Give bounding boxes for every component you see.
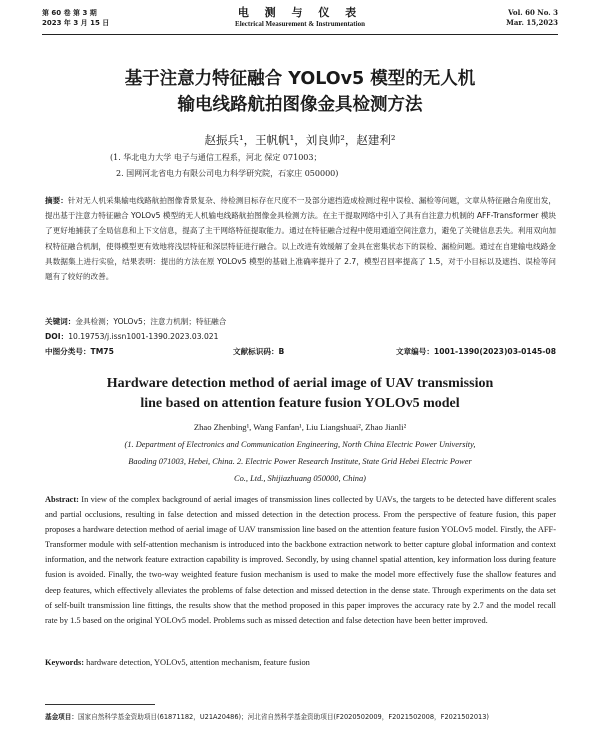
- affiliation-en-3: Co., Ltd., Shijiazhuang 050000, China): [234, 474, 366, 483]
- doi: [45, 331, 556, 342]
- keywords-cn-text: 金具检测；YOLOv5；注意力机制；特征融合: [75, 317, 227, 326]
- title-en-line-1: Hardware detection method of aerial image of UAV transmission: [106, 376, 494, 391]
- volume-en: Vol. 60 No. 3: [508, 8, 558, 17]
- authors-cn: 赵振兵¹，王帆帆¹，刘良帅²，赵建利²: [204, 133, 396, 147]
- article-number: 文章编号：1001-1390(2023)03-0145-08: [395, 347, 556, 356]
- funding-text: 国家自然科学基金资助项目(61871182，U21A20486)；河北省自然科学基金资助项目(F2020502009，F2021502008，F2021502013): [77, 713, 489, 721]
- affiliation-cn-1: (1. 华北电力大学 电子与通信工程系，河北 保定 071003；: [110, 153, 322, 162]
- affiliations-cn: [110, 150, 520, 182]
- header-rule: [42, 34, 558, 35]
- journal-name-cn: 电 测 与 仪 表: [237, 6, 363, 19]
- affiliation-en-2: Baoding 071003, Hebei, China. 2. Electric Power Research Institute, State Grid Hebei Electric Power: [128, 457, 472, 466]
- affiliations-en: [60, 436, 540, 487]
- affiliation-cn-2: 2. 国网河北省电力有限公司电力科学研究院，石家庄 050000): [116, 169, 339, 178]
- title-cn: [60, 66, 540, 118]
- abstract-en-label: Abstract:: [45, 495, 79, 504]
- keywords-cn: [45, 316, 556, 327]
- header-center: [42, 6, 558, 29]
- document-code: 文献标识码：B: [233, 347, 285, 356]
- title-cn-line-2: 输电线路航拍图像金具检测方法: [177, 95, 423, 115]
- title-en: [60, 374, 540, 414]
- abstract-cn-label: 摘要：: [45, 196, 68, 205]
- keywords-en: [45, 658, 556, 667]
- funding-footnote: [45, 711, 570, 721]
- abstract-cn: [45, 193, 556, 284]
- keywords-cn-label: 关键词：: [45, 317, 76, 326]
- abstract-en-text: In view of the complex background of aerial images of transmission lines collected by UAVs, the targets to be detected have different scales and partial occlusions, resulting in false detection and missed detection in the detection process. From the perspective of feature fusion, this paper proposes a hardware detection method of aerial image of UAV transmission line based on the attention feature fusion YOLOv5 model. Firstly, the AFF-Transformer module with self-attention mechanism is introduced into the backbone extraction network to better capture global information and context information, and the network feature extraction capability is improved. Secondly, by using channel spatial attention, key information loss during feature fusion is avoided. Finally, the two-way weighted feature fusion mechanism is used to make the model more effectively fuse the shallow features and deep features, which effectively alleviates the problems of false detection and missed detection in the dense state. Through experiments on the data set of self-built transmission line fittings, the results show that the method proposed in this paper improves the accuracy rate by 2.7 and the model recall rate by 1.5 based on the original YOLOv5 model. Problems such as missed detection and false detection have been better improved.: [45, 495, 556, 625]
- journal-name-en: Electrical Measurement & Instrumentation: [235, 20, 365, 28]
- doi-value: 10.19753/j.issn1001-1390.2023.03.021: [68, 332, 219, 341]
- date-en: Mar. 15,2023: [506, 18, 558, 27]
- title-en-line-2: line based on attention feature fusion YOLOv5 model: [140, 396, 460, 411]
- keywords-en-label: Keywords:: [45, 658, 85, 667]
- funding-label: 基金项目：: [45, 713, 78, 721]
- classification-row: [45, 346, 556, 358]
- header-right: [506, 8, 558, 28]
- footnote-rule: [45, 704, 155, 705]
- authors-en: Zhao Zhenbing¹, Wang Fanfan¹, Liu Liangshuai², Zhao Jianli²: [193, 422, 407, 432]
- affiliation-en-1: (1. Department of Electronics and Communication Engineering, North China Electric Power University,: [124, 440, 476, 449]
- running-header: [42, 6, 558, 36]
- clc-number: 中图分类号：TM75: [45, 347, 114, 356]
- keywords-en-text: hardware detection, YOLOv5, attention mechanism, feature fusion: [86, 658, 310, 667]
- title-cn-line-1: 基于注意力特征融合 YOLOv5 模型的无人机: [124, 69, 476, 89]
- doi-label: DOI：: [45, 332, 69, 341]
- abstract-en: [45, 492, 556, 628]
- date-cn: 2023 年 3 月 15 日: [42, 19, 110, 27]
- volume-cn: 第 60 卷 第 3 期: [42, 9, 97, 17]
- abstract-cn-text: 针对无人机采集输电线路航拍图像背景复杂、待检测目标存在尺度不一及部分遮挡造成检测过程中误检、漏检等问题，文章从特征融合角度出发，提出基于注意力特征融合 YOLOv5 模型的无人机输电线路航拍图像金具检测方法。在主干提取网络中引入了具有自注意力机制的 AFF-Transformer 模块了更好地捕获了全局信息和上下文信息，提高了主干网络特征提取能力。通过在特征融合过程中使用通道空间注意力，避免了关键信息丢失。利用双向加权特征融合机制，使得模型更有效地将浅层特征和深层特征进行融合。以上改进有效缓解了金具在密集状态下的误检、漏检问题。通过在自建输电线路金具数据集上进行实验，结果表明：提出的方法在原 YOLOv5 模型的基础上准确率提升了 2.7，模型召回率提高了 1.5，对于小目标以及遮挡、误检等问题有了较好的改善。: [45, 196, 557, 282]
